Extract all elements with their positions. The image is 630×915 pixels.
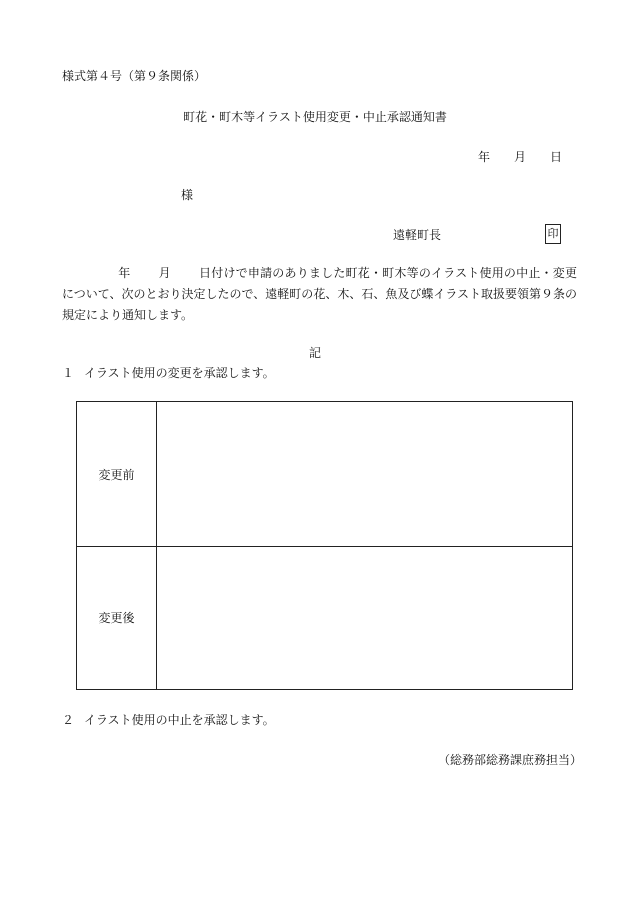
item-text: イラスト使用の中止を承認します。: [84, 713, 275, 727]
ki-heading: 記: [308, 346, 321, 360]
row-label-before: 変更前: [77, 402, 157, 546]
row-value-before: [157, 402, 572, 546]
date-month-label: 月: [514, 150, 527, 164]
date-line: [478, 150, 562, 164]
body-year-label: 年: [118, 266, 131, 280]
row-label-after: 変更後: [77, 546, 157, 689]
table-row: [77, 402, 572, 547]
item-text: イラスト使用の変更を承認します。: [84, 366, 275, 380]
table-row: [77, 546, 572, 689]
item-number: １: [62, 366, 75, 380]
item-1: [62, 366, 275, 380]
issuer-name: 遠軽町長: [393, 228, 442, 242]
body-month-label: 月: [158, 266, 171, 280]
item-2: [62, 713, 275, 727]
footer-note: （総務部総務課庶務担当）: [438, 753, 583, 767]
seal-mark: 印: [545, 224, 561, 244]
document-title: 町花・町木等イラスト使用変更・中止承認通知書: [183, 110, 447, 124]
recipient-honorific: 様: [181, 188, 194, 202]
change-table: [76, 401, 573, 690]
date-year-label: 年: [478, 150, 491, 164]
row-value-after: [157, 546, 572, 689]
body-text: 日付けで申請のありました町花・町木等のイラスト使用の中止・変更について、次のとおり決定したので、遠軽町の花、木、石、魚及び蝶イラスト取扱要領第９条の規定により通知します。: [62, 266, 577, 322]
date-day-label: 日: [550, 150, 563, 164]
body-paragraph: [62, 263, 577, 326]
form-number: 様式第４号（第９条関係）: [62, 69, 207, 83]
item-number: ２: [62, 713, 75, 727]
